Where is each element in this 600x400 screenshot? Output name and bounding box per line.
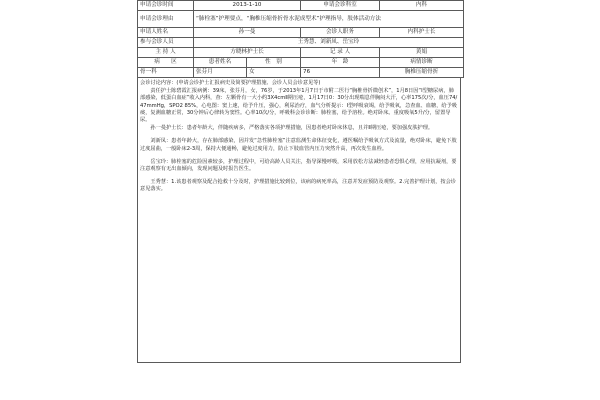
patient-name-header: 患者姓名 — [194, 58, 247, 68]
age-header: 年 龄 — [301, 58, 380, 68]
gender-value: 女 — [247, 68, 301, 78]
ward-value: 骨一科 — [138, 68, 194, 78]
host-label: 主 持 人 — [138, 48, 194, 58]
host-value: 方晓林护士长 — [194, 48, 301, 58]
discussion-paragraph-wang: 王秀慧：1.该患者观察及配合抢救十分及时，护理措施比较到位，该病的病死率高，注意并发症预防及观察。2.完善护理计划，按会诊意见落实。 — [140, 179, 456, 193]
patient-name-value: 张芬月 — [194, 68, 247, 78]
time-label: 申请会诊时间 — [138, 1, 194, 11]
reason-value: “肺栓塞”护理要点，“胸椎压缩骨折骨水泥成型术”护理指导，肢体活动方法 — [194, 11, 464, 28]
ward-header: 病 区 — [138, 58, 194, 68]
discussion-section — [137, 78, 461, 363]
recorder-value: 黄娟 — [380, 48, 464, 58]
discussion-paragraph-case-report: 责任护士陈碧霞汇报病例：39床，张芬月，女，76岁，于2013年1月7日于市附二医行“胸椎骨折微创术”，1月8日因“Ⅰ型糖尿病，肺部感染，低蛋白血症”收入内科，查：左颗骨有一大小约3X4cmⅡ期压疮，1月17日0：30分出现喘息伴胸闷大汗，心率175次/分，血压74/47mmHg，SPO2 85%，心电图：窦上速，给予升压，强心，利尿治疗，血气分析提示：Ⅰ型呼吸衰竭，给予吸氧，急查血、血糖，给予吸痰，复测血糖正常，30分钟后心律转为窦性。心率10次/分，呼吸科会诊诊断：肺栓塞，给予溶栓。绝对卧床。重度吸氧5升/分，留置导尿。 — [140, 88, 458, 124]
diagnosis-header: 病情诊断 — [380, 58, 464, 68]
participants-value: 王秀慧、刘新凤、岳宝玲 — [194, 38, 464, 48]
time-value: 2013-1-10 — [194, 1, 301, 11]
diagnosis-value: 胸椎压缩骨折 — [380, 68, 464, 78]
reason-label: 申请会诊理由 — [138, 11, 194, 28]
discussion-paragraph-sun: 孙一曼护士长：患者年龄大，伴随疾病多，严格落实各项护理措施，因患者绝对卧床休息，且并Ⅱ期压疮，要加强皮肤护理。 — [150, 125, 434, 132]
applicant-value: 孙一曼 — [194, 28, 301, 38]
form-header-table — [137, 0, 464, 78]
dept-value: 内科 — [380, 1, 464, 11]
discussion-paragraph-liu: 刘新凤：患者年龄大，存在肺部感染，因并发“急性肺栓塞”注意监测生命体征变化，遵医嘱给予吸氧方式及流量，绝对卧床，避免下肢过度屈曲，一般卧床2-3周，保持大便通畅，避免过度用力，防止下肢血管内压力突然升高，再次发生血栓。 — [140, 138, 457, 152]
age-value: 76 — [301, 68, 380, 78]
applicant-label: 申请人姓名 — [138, 28, 194, 38]
recorder-label: 记 录 人 — [301, 48, 380, 58]
consult-title-label: 会诊人职务 — [301, 28, 380, 38]
gender-header: 性 别 — [247, 58, 301, 68]
discussion-heading: 会诊讨论内容：(申请会诊护士汇报病史及简要护理措施、会诊人员会诊意见等) — [140, 80, 321, 86]
consult-title-value: 内科护士长 — [380, 28, 464, 38]
discussion-paragraph-yue: 岳宝玲：肺栓塞的危险因素较多，护理过程中，可给高龄人员关注，指导深慢呼吸，采用放松方法减轻患者恐惧心理，应用抗凝剂，要注意观察有无出血倾向，发现问题及时报告医生。 — [140, 158, 457, 173]
consultation-form — [137, 0, 463, 400]
participants-label: 参与会诊人员 — [138, 38, 194, 48]
dept-label: 申请会诊科室 — [301, 1, 380, 11]
